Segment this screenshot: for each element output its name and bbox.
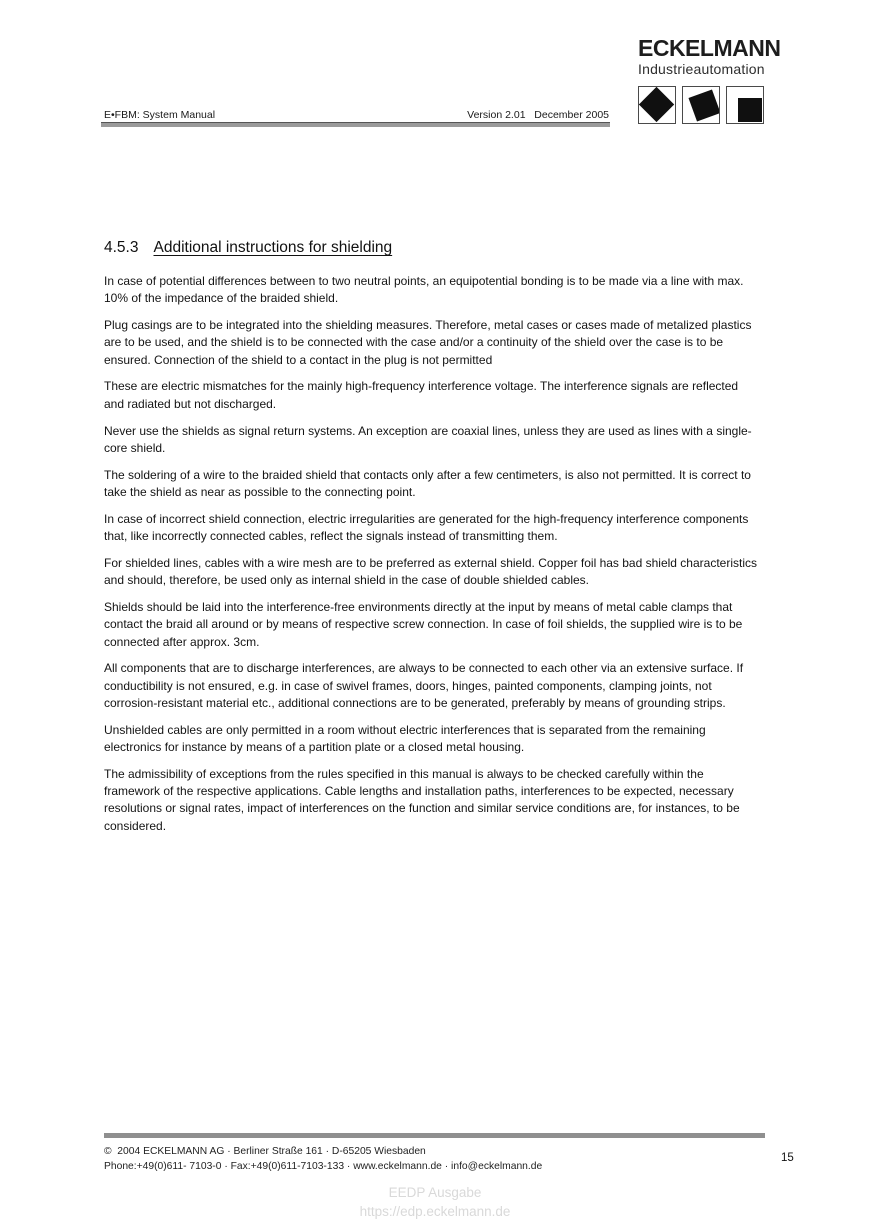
eckelmann-logo bbox=[638, 35, 781, 124]
body-paragraph: Unshielded cables are only permitted in a room without electric interferences that is separated from the remaining electronics for instance by means of a partition plate or a closed metal housing. bbox=[104, 722, 706, 755]
footer-contact: Phone:+49(0)611- 7103-0 · Fax:+49(0)611-7103-133 · www.eckelmann.de · info@eckelmann.de bbox=[104, 1161, 543, 1172]
header-version: Version 2.01 December 2005 bbox=[467, 109, 609, 121]
page-content bbox=[104, 239, 760, 845]
body-paragraph: Plug casings are to be integrated into the shielding measures. Therefore, metal cases or cases made of metalized plastics are to be used, and the shield is to be connected with the case and/or a continuity of the shield over the case is to be ensured. Connection of the shield to a contact in the plug is not permitted bbox=[104, 318, 752, 367]
logo-squares bbox=[638, 86, 770, 124]
diamond-square-icon bbox=[638, 86, 676, 124]
body-paragraph: The soldering of a wire to the braided shield that contacts only after a few centimeters, is also not permitted. It is correct to take the shield as near as possible to the connecting point. bbox=[104, 467, 751, 499]
section-title: Additional instructions for shielding bbox=[153, 239, 393, 256]
watermark-line1: EEDP Ausgabe bbox=[388, 1185, 482, 1200]
body-paragraph: These are electric mismatches for the mainly high-frequency interference voltage. The interference signals are reflected and radiated but not discharged. bbox=[104, 379, 739, 411]
body-paragraph: Shields should be laid into the interference-free environments directly at the input by means of metal cable clamps that contact the braid all around or by means of respective screw connection. In case of foil shields, the supplied wire is to be connected after approx. 3cm. bbox=[104, 599, 743, 649]
logo-brand-text: ECKELMANN bbox=[638, 35, 781, 61]
section-number: 4.5.3 bbox=[104, 239, 139, 256]
watermark bbox=[0, 1183, 870, 1221]
corner-square-icon bbox=[726, 86, 764, 124]
header-doc-title: E•FBM: System Manual bbox=[104, 109, 216, 121]
footer-copyright: © 2004 ECKELMANN AG · Berliner Straße 161 · D-65205 Wiesbaden bbox=[104, 1146, 426, 1157]
logo-subtitle-text: Industrieautomation bbox=[638, 61, 765, 78]
section-heading bbox=[104, 239, 760, 257]
running-header bbox=[104, 109, 609, 121]
header-rule bbox=[101, 122, 610, 127]
body-paragraph: Never use the shields as signal return systems. An exception are coaxial lines, unless they are used as lines with a single-core shield. bbox=[104, 423, 752, 455]
body-paragraph: In case of incorrect shield connection, electric irregularities are generated for the high-frequency interference components that, like incorrectly connected cables, reflect the signals instead of transmitting them. bbox=[104, 511, 749, 544]
body-paragraph: For shielded lines, cables with a wire mesh are to be preferred as external shield. Copper foil has bad shield characteristics and should, therefore, be used only as internal shield in the case of double shielded cables. bbox=[104, 555, 757, 588]
body-paragraph: All components that are to discharge interferences, are always to be connected to each other via an extensive surface. If conductibility is not ensured, e.g. in case of swivel frames, doors, hinges, painted components, clamping joints, not corrosion-resistant material etc., additional connections are to be generated, preferably by means of grounding strips. bbox=[104, 661, 744, 710]
body-paragraph: In case of potential differences between to two neutral points, an equipotential bonding is to be made via a line with max. 10% of the impedance of the braided shield. bbox=[104, 274, 744, 306]
tilted-square-icon bbox=[682, 86, 720, 124]
page-number: 15 bbox=[781, 1152, 794, 1164]
footer-rule bbox=[104, 1133, 765, 1138]
body-paragraph: The admissibility of exceptions from the rules specified in this manual is always to be checked carefully within the framework of the respective applications. Cable lengths and installation paths, interferences to be expected, necessary resolutions or signal rates, impact of interferences on the function and similar service conditions are, for instances, to be considered. bbox=[104, 766, 740, 833]
watermark-line2: https://edp.eckelmann.de bbox=[359, 1204, 511, 1219]
